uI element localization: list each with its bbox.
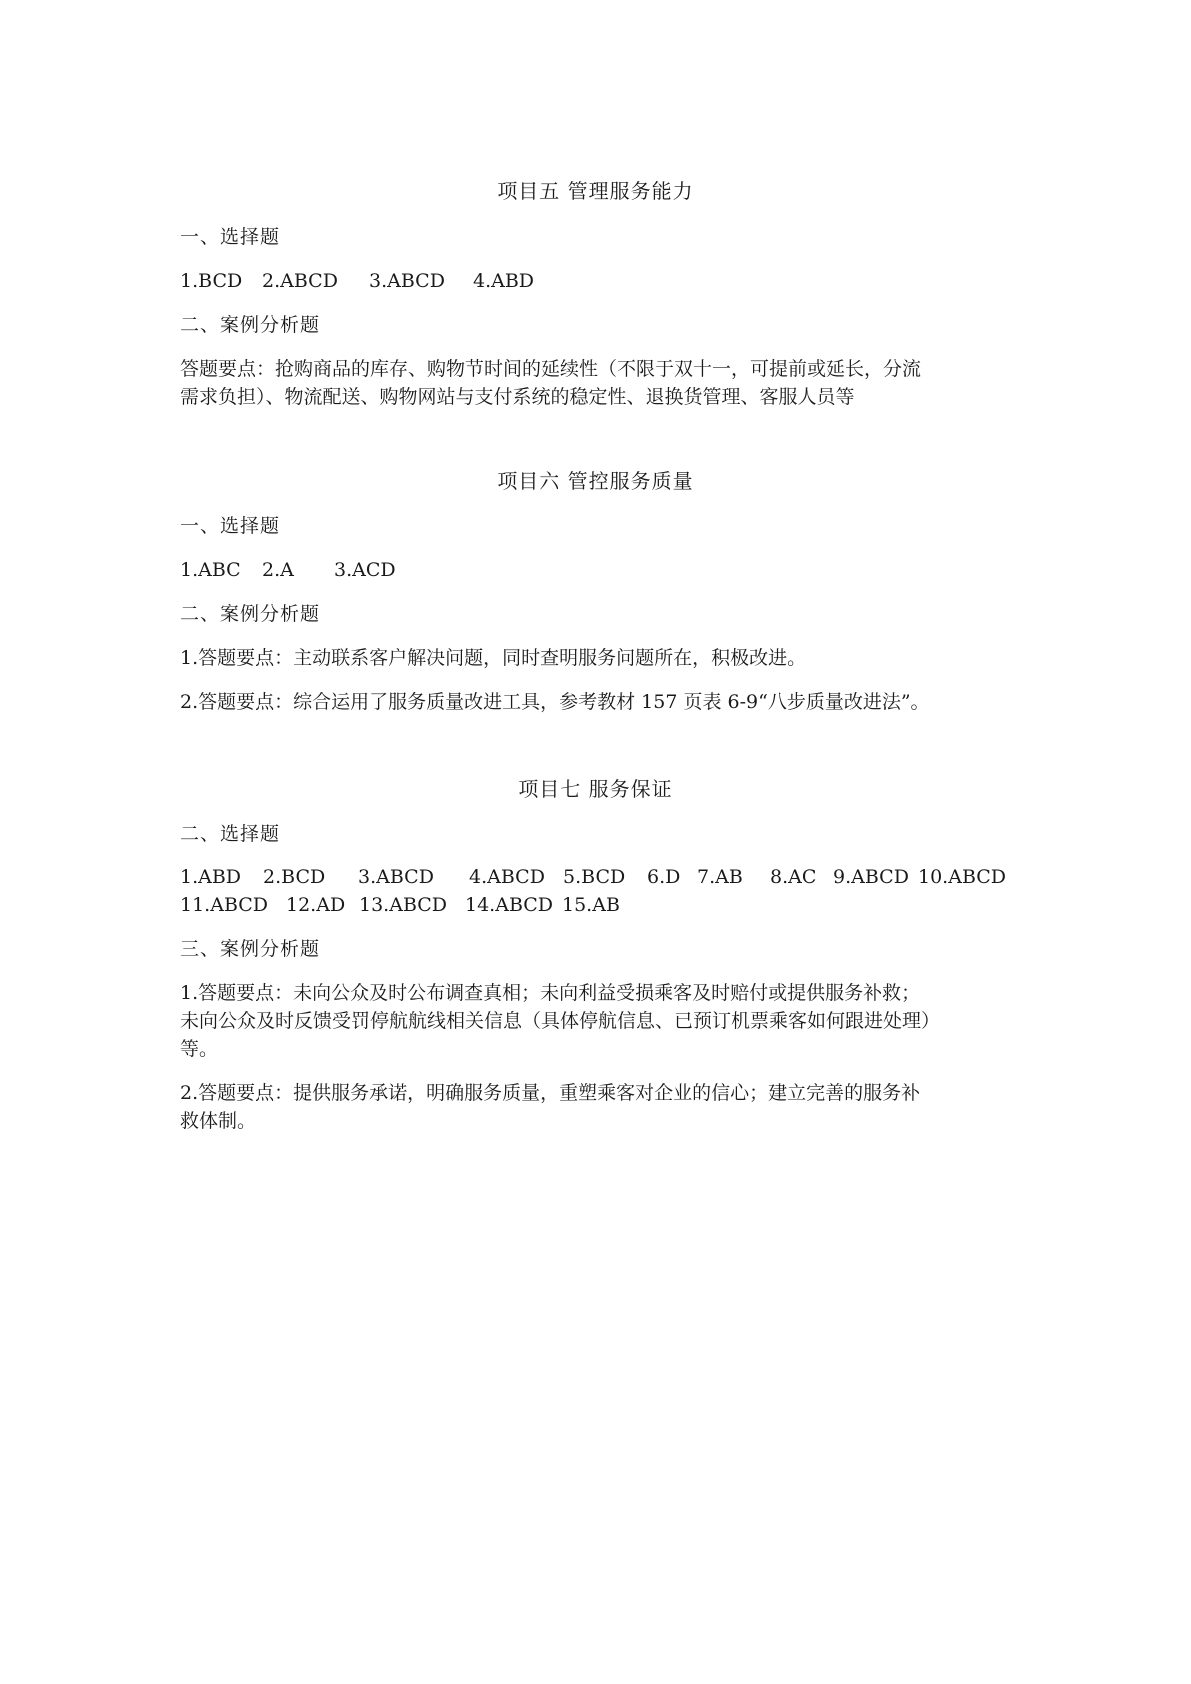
section-title-project5: 项目五 管理服务能力 xyxy=(497,179,694,203)
answer-item: 5.BCD xyxy=(563,866,626,888)
case-item-2-project7 xyxy=(180,1079,1020,1135)
case-heading-project7: 三、案例分析题 xyxy=(180,938,321,960)
choice-answers-row2-project7 xyxy=(180,891,1020,919)
case-heading-project6: 二、案例分析题 xyxy=(180,603,321,625)
case-item-1-project7 xyxy=(180,979,1020,1063)
answer-item: 1.BCD xyxy=(180,270,243,292)
paragraph-line: 救体制。 xyxy=(180,1110,257,1132)
section-title-project7: 项目七 服务保证 xyxy=(518,777,673,801)
answer-item: 9.ABCD xyxy=(833,866,909,888)
case-item-2-project6: 2.答题要点：综合运用了服务质量改进工具，参考教材 157 页表 6-9“八步质量改进法”。 xyxy=(180,691,930,713)
answer-item: 1.ABD xyxy=(180,866,242,888)
answer-item: 3.ABCD xyxy=(358,866,434,888)
answer-item: 14.ABCD xyxy=(465,894,554,916)
choice-heading-project7: 二、选择题 xyxy=(180,823,281,845)
answer-item: 1.ABC xyxy=(180,559,241,581)
paragraph-line: 需求负担）、物流配送、购物网站与支付系统的稳定性、退换货管理、客服人员等 xyxy=(180,386,855,408)
choice-heading-project6: 一、选择题 xyxy=(180,515,281,537)
choice-answers-row1-project7 xyxy=(180,863,1020,891)
answer-item: 11.ABCD xyxy=(180,894,269,916)
paragraph-line: 2.答题要点：提供服务承诺，明确服务质量，重塑乘客对企业的信心；建立完善的服务补 xyxy=(180,1082,921,1104)
answer-item: 13.ABCD xyxy=(359,894,448,916)
case-answer-project5 xyxy=(180,355,1020,411)
answer-item: 4.ABD xyxy=(473,270,535,292)
case-heading-project5: 二、案例分析题 xyxy=(180,314,321,336)
paragraph-line: 等。 xyxy=(180,1038,219,1060)
answer-item: 2.BCD xyxy=(263,866,326,888)
answer-item: 4.ABCD xyxy=(469,866,545,888)
paragraph-line: 未向公众及时反馈受罚停航航线相关信息（具体停航信息、已预订机票乘客如何跟进处理） xyxy=(180,1010,941,1032)
answer-item: 12.AD xyxy=(286,894,346,916)
choice-answers-project5 xyxy=(180,267,1020,295)
answer-item: 6.D xyxy=(647,866,681,888)
answer-item: 7.AB xyxy=(697,866,743,888)
answer-item: 8.AC xyxy=(770,866,817,888)
choice-heading-project5: 一、选择题 xyxy=(180,226,281,248)
answer-item: 3.ACD xyxy=(334,559,396,581)
answer-item: 3.ABCD xyxy=(369,270,445,292)
paragraph-line: 答题要点：抢购商品的库存、购物节时间的延续性（不限于双十一，可提前或延长，分流 xyxy=(180,358,922,380)
answer-item: 10.ABCD xyxy=(918,866,1007,888)
answer-item: 2.A xyxy=(262,559,294,581)
answer-item: 15.AB xyxy=(562,894,620,916)
choice-answers-project6 xyxy=(180,556,1020,584)
answer-item: 2.ABCD xyxy=(262,270,338,292)
section-title-project6: 项目六 管控服务质量 xyxy=(497,469,694,493)
paragraph-line: 1.答题要点：未向公众及时公布调查真相；未向利益受损乘客及时赔付或提供服务补救； xyxy=(180,982,921,1004)
case-item-1-project6: 1.答题要点：主动联系客户解决问题，同时查明服务问题所在，积极改进。 xyxy=(180,647,807,669)
